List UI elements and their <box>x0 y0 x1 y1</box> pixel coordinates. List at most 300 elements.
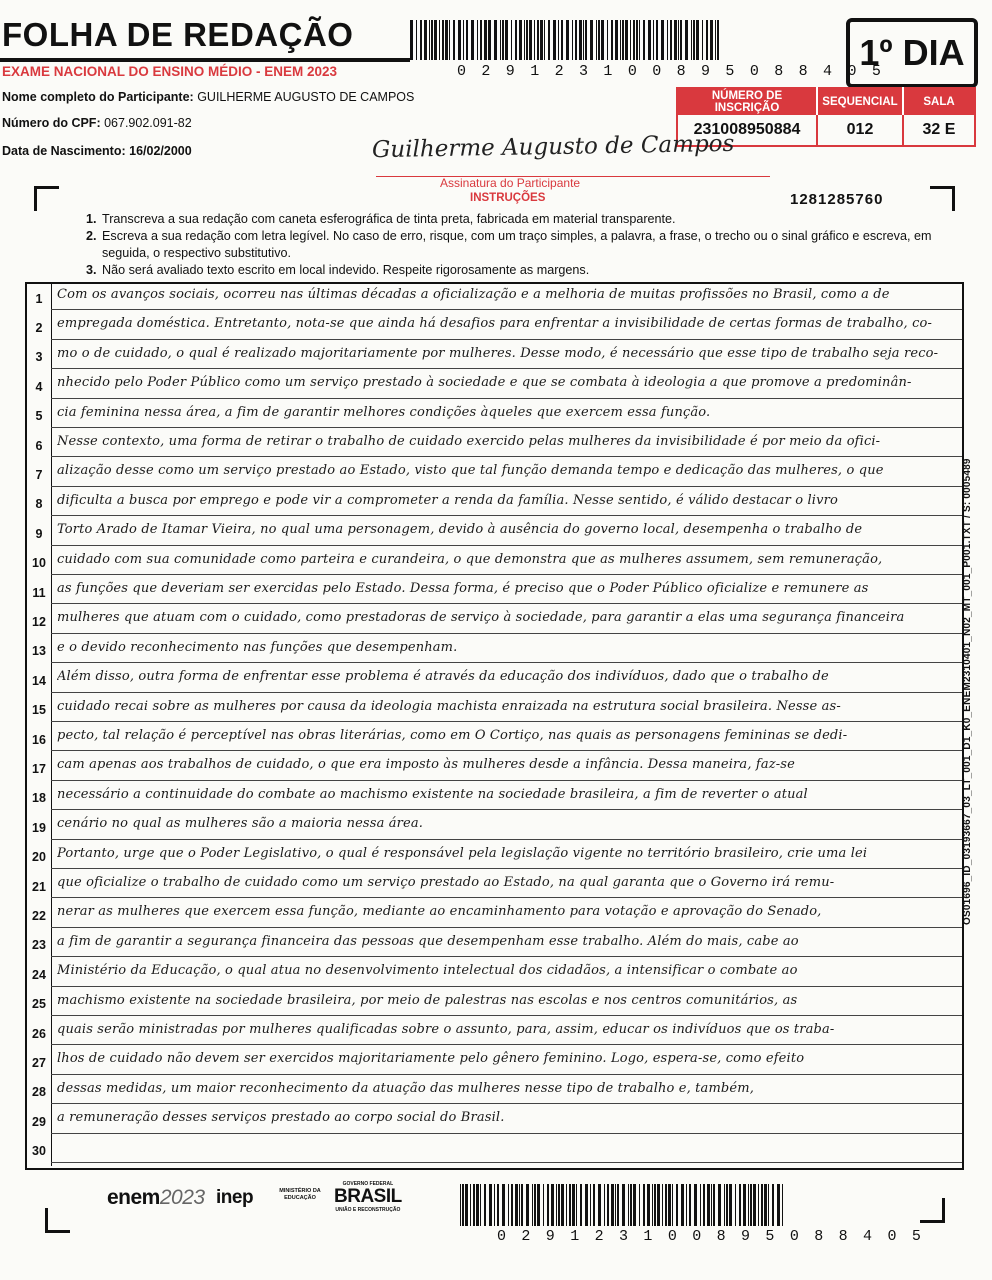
line-rule <box>51 986 962 987</box>
essay-line <box>27 901 962 930</box>
barcode-bar <box>515 1184 518 1226</box>
barcode-bar <box>724 1184 725 1226</box>
name-value: GUILHERME AUGUSTO DE CAMPOS <box>197 90 415 104</box>
handwritten-text: pecto, tal relação é perceptível nas obras literárias, como em O Cortiço, nas quais as personagens femininas se dedi- <box>57 728 848 743</box>
handwritten-text: cenário no qual as mulheres são a maioria nessa área. <box>57 816 424 832</box>
line-number: 8 <box>27 490 52 519</box>
essay-line <box>27 402 962 431</box>
room-header: SALA <box>903 88 975 115</box>
barcode-bar <box>633 1184 636 1226</box>
barcode-bar <box>480 1184 481 1226</box>
barcode-bar <box>488 20 489 60</box>
barcode-bar <box>431 20 433 60</box>
essay-line <box>27 431 962 460</box>
line-number: 25 <box>27 990 52 1019</box>
barcode-bar <box>777 1184 780 1226</box>
barcode-bar <box>526 1184 529 1226</box>
barcode-bar <box>693 20 695 60</box>
barcode-bar <box>706 20 708 60</box>
essay-line <box>27 460 962 489</box>
barcode-bar <box>615 20 618 60</box>
barcode-bar <box>590 1184 591 1226</box>
essay-line <box>27 578 962 607</box>
line-rule <box>51 515 962 516</box>
barcode-bar <box>526 20 528 60</box>
handwritten-text: mo o de cuidado, o qual é realizado majoritariamente por mulheres. Desse modo, é necessário que esse tipo de trabalho seja reco- <box>57 345 939 361</box>
participant-name <box>2 90 414 104</box>
corner-mark-bottom-left <box>45 1208 70 1233</box>
barcode-bar <box>628 1184 629 1226</box>
line-number: 17 <box>27 754 52 783</box>
barcode-bar <box>661 20 664 60</box>
line-number: 12 <box>27 607 52 636</box>
essay-sheet <box>25 282 964 1170</box>
line-number: 29 <box>27 1107 52 1136</box>
barcode-bar <box>713 1184 715 1226</box>
title-underline <box>0 58 410 62</box>
barcode-bar <box>717 20 719 60</box>
barcode-bar <box>420 20 422 60</box>
essay-line <box>27 843 962 872</box>
barcode-bar <box>585 1184 588 1226</box>
line-number: 21 <box>27 872 52 901</box>
barcode-bar <box>696 20 699 60</box>
barcode-bar <box>466 20 468 60</box>
line-rule <box>51 1133 962 1134</box>
barcode-bar <box>711 1184 712 1226</box>
handwritten-text: quais serão ministradas por mulheres qualificadas sobre o assunto, para, assim, educar os indivíduos que os traba- <box>57 1022 835 1037</box>
instructions-title: INSTRUÇÕES <box>470 192 546 204</box>
line-number: 6 <box>27 431 52 460</box>
barcode-bar <box>524 20 525 60</box>
barcode-bar <box>579 20 582 60</box>
line-rule <box>51 574 962 575</box>
barcode-bar <box>494 1184 495 1226</box>
line-rule <box>51 662 962 663</box>
barcode-bar <box>702 20 703 60</box>
handwritten-text: cuidado recai sobre as mulheres por causa da ideologia machista enraizada na estrutura social brasileira. Nesse as- <box>57 698 841 714</box>
barcode-bar <box>654 1184 656 1226</box>
essay-line <box>27 549 962 578</box>
instruction-item: 3. Não será avaliado texto escrito em local indevido. Respeite rigorosamente as margens. <box>86 263 590 277</box>
handwritten-text: Torto Arado de Itamar Vieira, no qual uma personagem, devido à ausência do governo local, desempenha o trabalho de <box>57 522 863 538</box>
barcode-bar <box>715 20 716 60</box>
barcode-bar <box>548 20 550 60</box>
barcode-bar <box>534 1184 536 1226</box>
line-number: 14 <box>27 666 52 695</box>
handwritten-text: empregada doméstica. Entretanto, nota-se que ainda há desafios para enfrentar a invisibilidade de certas formas de trabalho, co- <box>57 316 933 332</box>
essay-line <box>27 637 962 666</box>
barcode-bar <box>748 1184 749 1226</box>
barcode-bar <box>473 1184 475 1226</box>
barcode-bar <box>758 1184 759 1226</box>
handwritten-text: cam apenas aos trabalhos de cuidado, o que era imposto às mulheres desde a infância. Dessa maneira, faz-se <box>57 757 795 773</box>
line-number: 7 <box>27 460 52 489</box>
barcode-bar <box>465 1184 468 1226</box>
handwritten-text: que oficialize o trabalho de cuidado como um serviço prestado ao Estado, na qual garanta que o Governo irá remu- <box>57 875 835 890</box>
essay-line <box>27 1107 962 1136</box>
corner-mark-top-left <box>34 186 59 211</box>
barcode-bar <box>668 1184 671 1226</box>
line-rule <box>51 809 962 810</box>
essay-line <box>27 754 962 783</box>
essay-line <box>27 725 962 754</box>
barcode-bar <box>537 1184 540 1226</box>
barcode-bar <box>458 20 461 60</box>
essay-line <box>27 1137 962 1166</box>
barcode-bar <box>537 20 539 60</box>
line-rule <box>51 486 962 487</box>
birth-label: Data de Nascimento: <box>2 144 126 158</box>
barcode-bar <box>561 1184 564 1226</box>
essay-line <box>27 696 962 725</box>
line-number: 5 <box>27 402 52 431</box>
barcode-bar <box>652 1184 653 1226</box>
barcode-bar <box>561 20 563 60</box>
sheet-code: 1281285760 <box>790 191 884 208</box>
barcode-bar <box>630 1184 632 1226</box>
line-rule <box>51 692 962 693</box>
essay-line <box>27 1078 962 1107</box>
barcode-bar <box>558 20 559 60</box>
line-number: 9 <box>27 519 52 548</box>
barcode-bar <box>633 20 635 60</box>
barcode-bar <box>477 20 478 60</box>
barcode-bar <box>593 1184 595 1226</box>
barcode-bar <box>439 20 440 60</box>
essay-line <box>27 343 962 372</box>
barcode-bar <box>707 1184 710 1226</box>
line-rule <box>51 868 962 869</box>
barcode-bar <box>639 20 640 60</box>
barcode-bar <box>686 1184 687 1226</box>
barcode-bar <box>553 20 556 60</box>
barcode-bar <box>753 1184 756 1226</box>
barcode-bar <box>735 1184 736 1226</box>
line-number: 23 <box>27 931 52 960</box>
barcode-bar <box>453 20 455 60</box>
handwritten-text: Com os avanços sociais, ocorreu nas últimas décadas a oficialização e a melhoria de muitas profissões no Brasil, como a de <box>57 287 890 302</box>
barcode-bar <box>449 20 450 60</box>
barcode-bar <box>662 1184 663 1226</box>
barcode-bar <box>601 20 604 60</box>
barcode-bar <box>615 1184 616 1226</box>
handwritten-text: dificulta a busca por emprego e pode vir a comprometer a renda da família. Nesse sentido, é válido destacar o livro <box>57 492 838 508</box>
barcode-bar <box>617 1184 619 1226</box>
barcode-bar <box>511 1184 513 1226</box>
line-rule <box>51 1162 962 1163</box>
barcode-bar <box>551 1184 554 1226</box>
handwritten-text: as funções que deveriam ser exercidas pelo Estado. Dessa forma, é preciso que o Poder Público oficialize e remunere as <box>57 581 869 596</box>
barcode-bar <box>768 1184 769 1226</box>
handwritten-text: Além disso, outra forma de enfrentar esse problema é através da educação dos indivíduos, dado que o trabalho de <box>57 669 829 685</box>
barcode-bar <box>700 1184 701 1226</box>
line-rule <box>51 1074 962 1075</box>
top-barcode-number: 0 2 9 1 2 3 1 0 0 8 9 5 0 8 8 4 0 5 <box>457 63 885 80</box>
barcode-bar <box>476 1184 479 1226</box>
sequence-number: 012 <box>817 115 903 146</box>
sequence-header: SEQUENCIAL <box>817 88 903 115</box>
line-rule <box>51 398 962 399</box>
line-rule <box>51 1015 962 1016</box>
line-rule <box>51 339 962 340</box>
day-badge: 1º DIA <box>846 18 978 88</box>
essay-line <box>27 666 962 695</box>
handwritten-text: cuidado com sua comunidade como parteira e curandeira, o que demonstra que as mulheres assumem, sem remuneração, <box>57 551 883 567</box>
line-number: 3 <box>27 343 52 372</box>
participant-cpf <box>2 116 192 130</box>
gov-brasil-logo: GOVERNO FEDERAL BRASIL UNIÃO E RECONSTRUÇÃO <box>334 1181 402 1213</box>
barcode-bar <box>674 20 677 60</box>
barcode-bar <box>761 1184 763 1226</box>
essay-line <box>27 607 962 636</box>
barcode-bar <box>622 1184 625 1226</box>
barcode-bar <box>434 20 437 60</box>
barcode-bar <box>484 20 487 60</box>
barcode-bar <box>463 20 464 60</box>
line-rule <box>51 309 962 310</box>
barcode-bar <box>505 20 508 60</box>
barcode-bar <box>442 20 444 60</box>
barcode-bar <box>622 20 624 60</box>
barcode-bar <box>636 20 639 60</box>
room-number: 32 E <box>903 115 975 146</box>
barcode-bar <box>750 1184 752 1226</box>
line-number: 4 <box>27 372 52 401</box>
barcode-bar <box>611 20 613 60</box>
essay-line <box>27 490 962 519</box>
exam-subtitle: EXAME NACIONAL DO ENSINO MÉDIO - ENEM 2023 <box>2 64 338 79</box>
instructions-list <box>86 211 946 279</box>
line-rule <box>51 721 962 722</box>
line-rule <box>51 956 962 957</box>
barcode-bar <box>502 1184 505 1226</box>
enem-logo: enem2023 <box>107 1186 205 1209</box>
handwritten-text: mulheres que atuam com o cuidado, como prestadoras de serviço à sociedade, para garantir a elas uma segurança financeira <box>57 610 905 626</box>
barcode-bar <box>494 20 497 60</box>
line-rule <box>51 456 962 457</box>
corner-mark-bottom-right <box>920 1198 945 1223</box>
line-rule <box>51 427 962 428</box>
barcode-bar <box>643 20 645 60</box>
line-number: 22 <box>27 901 52 930</box>
handwritten-text: Ministério da Educação, o qual atua no desenvolvimento intelectual dos cidadãos, a intensificar o combate ao <box>57 963 798 979</box>
participant-signature: Guilherme Augusto de Campos <box>371 130 735 164</box>
barcode-bar <box>462 1184 464 1226</box>
barcode-bar <box>625 20 628 60</box>
essay-line <box>27 872 962 901</box>
name-label: Nome completo do Participante: <box>2 90 194 104</box>
line-rule <box>51 750 962 751</box>
top-barcode <box>410 20 720 60</box>
line-number: 13 <box>27 637 52 666</box>
essay-line <box>27 1048 962 1077</box>
bottom-barcode <box>460 1184 790 1226</box>
barcode-bar <box>718 1184 721 1226</box>
barcode-bar <box>680 20 682 60</box>
instruction-item: 2. Escreva a sua redação com letra legível. No caso de erro, risque, com um traço simples, a palavra, a frase, o trecho ou o sinal gráfico e escreva, em seguida, o respectivo substitutivo. <box>86 229 932 260</box>
barcode-bar <box>685 20 688 60</box>
barcode-bar <box>497 1184 499 1226</box>
barcode-bar <box>604 1184 605 1226</box>
line-number: 10 <box>27 549 52 578</box>
barcode-bar <box>782 1184 783 1226</box>
barcode-bar <box>556 1184 557 1226</box>
barcode-bar <box>502 20 504 60</box>
handwritten-text: a fim de garantir a segurança financeira das pessoas que desempenham esse trabalho. Além do mais, cabe ao <box>57 933 799 949</box>
handwritten-text: a remuneração desses serviços prestado ao corpo social do Brasil. <box>57 1110 505 1126</box>
cpf-label: Número do CPF: <box>2 116 101 130</box>
barcode-bar <box>772 1184 774 1226</box>
barcode-bar <box>672 1184 673 1226</box>
barcode-bar <box>470 1184 471 1226</box>
barcode-bar <box>676 1184 678 1226</box>
line-number: 16 <box>27 725 52 754</box>
line-rule <box>51 1044 962 1045</box>
line-rule <box>51 368 962 369</box>
barcode-bar <box>519 1184 520 1226</box>
barcode-bar <box>489 20 491 60</box>
line-number: 2 <box>27 313 52 342</box>
barcode-bar <box>620 20 621 60</box>
barcode-bar <box>596 20 597 60</box>
barcode-bar <box>519 20 522 60</box>
barcode-bar <box>480 20 482 60</box>
line-rule <box>51 780 962 781</box>
line-rule <box>51 633 962 634</box>
line-number: 24 <box>27 960 52 989</box>
line-number: 15 <box>27 696 52 725</box>
line-rule <box>51 927 962 928</box>
corner-mark-top-right <box>930 186 955 211</box>
barcode-bar <box>643 1184 645 1226</box>
line-number: 27 <box>27 1048 52 1077</box>
barcode-bar <box>665 1184 667 1226</box>
handwritten-text: Portanto, urge que o Poder Legislativo, o qual é responsável pela legislação vigente no território brasileiro, crie uma lei <box>57 845 868 861</box>
barcode-bar <box>508 1184 509 1226</box>
signature-label: Assinatura do Participante <box>440 176 581 190</box>
barcode-bar <box>534 20 535 60</box>
inep-logo: inep <box>216 1187 254 1208</box>
line-number: 1 <box>27 284 52 313</box>
line-rule <box>51 603 962 604</box>
barcode-bar <box>429 20 430 60</box>
essay-line <box>27 284 962 313</box>
barcode-bar <box>471 20 474 60</box>
barcode-bar <box>566 20 569 60</box>
barcode-bar <box>694 1184 697 1226</box>
barcode-bar <box>460 1184 461 1226</box>
line-number: 18 <box>27 784 52 813</box>
registration-number: 231008950884 <box>693 121 801 138</box>
essay-line <box>27 313 962 342</box>
line-number: 26 <box>27 1019 52 1048</box>
barcode-bar <box>590 20 593 60</box>
barcode-bar <box>726 1184 728 1226</box>
essay-line <box>27 990 962 1019</box>
barcode-bar <box>630 20 631 60</box>
handwritten-text: lhos de cuidado não devem ser exercidos majoritariamente pelo gênero feminino. Logo, espera-se, como efeito <box>57 1051 805 1067</box>
essay-line <box>27 372 962 401</box>
line-number: 19 <box>27 813 52 842</box>
barcode-bar <box>653 20 654 60</box>
barcode-bar <box>566 1184 567 1226</box>
page-title: FOLHA DE REDAÇÃO <box>2 16 354 53</box>
line-number: 28 <box>27 1078 52 1107</box>
instruction-item: 1. Transcreva a sua redação com caneta esferográfica de tinta preta, fabricada em material transparente. <box>86 212 676 226</box>
participant-birth <box>2 144 192 158</box>
barcode-bar <box>547 1184 549 1226</box>
line-number: 30 <box>27 1137 52 1166</box>
barcode-bar <box>416 20 417 60</box>
barcode-bar <box>572 1184 575 1226</box>
essay-line <box>27 519 962 548</box>
barcode-bar <box>532 1184 533 1226</box>
essay-line <box>27 960 962 989</box>
registration-header: NÚMERO DE INSCRIÇÃO <box>677 88 817 115</box>
bottom-barcode-number: 0 2 9 1 2 3 1 0 0 8 9 5 0 8 8 4 0 5 <box>497 1228 925 1245</box>
handwritten-text: e o devido reconhecimento nas funções que desempenham. <box>57 639 458 655</box>
barcode-bar <box>583 20 584 60</box>
barcode-bar <box>647 1184 650 1226</box>
barcode-bar <box>572 20 573 60</box>
line-number: 20 <box>27 843 52 872</box>
barcode-bar <box>598 20 600 60</box>
barcode-bar <box>607 20 608 60</box>
barcode-bar <box>529 20 532 60</box>
barcode-bar <box>424 20 427 60</box>
handwritten-text: nerar as mulheres que exercem essa função, mediante ao encaminhamento para votação e aprovação do Senado, <box>57 904 822 920</box>
barcode-bar <box>743 1184 746 1226</box>
ministry-logo: MINISTÉRIO DA EDUCAÇÃO <box>279 1188 321 1201</box>
barcode-bar <box>703 1184 705 1226</box>
barcode-bar <box>515 20 517 60</box>
barcode-bar <box>598 1184 601 1226</box>
line-rule <box>51 1103 962 1104</box>
barcode-bar <box>764 1184 767 1226</box>
barcode-bar <box>540 20 543 60</box>
barcode-bar <box>639 1184 640 1226</box>
barcode-bar <box>544 20 545 60</box>
handwritten-text: alização desse como um serviço prestado ao Estado, visto que tal função demanda tempo e dedicação das mulheres, o que <box>57 463 884 479</box>
barcode-bar <box>689 1184 691 1226</box>
handwritten-text: Nesse contexto, uma forma de retirar o trabalho de cuidado exercido pelas mulheres da invisibilidade é por meio da ofici- <box>57 434 881 449</box>
barcode-bar <box>710 20 713 60</box>
barcode-bar <box>558 1184 560 1226</box>
cpf-value: 067.902.091-82 <box>104 116 192 130</box>
barcode-bar <box>575 20 577 60</box>
line-rule <box>51 839 962 840</box>
barcode-bar <box>576 1184 577 1226</box>
handwritten-text: dessas medidas, um maior reconhecimento da atuação das mulheres nesse tipo de trabalho e, também, <box>57 1080 755 1096</box>
barcode-bar <box>484 1184 486 1226</box>
barcode-bar <box>521 1184 523 1226</box>
barcode-bar <box>681 1184 684 1226</box>
barcode-bar <box>667 20 668 60</box>
barcode-bar <box>500 20 501 60</box>
barcode-bar <box>489 1184 492 1226</box>
side-file-code: OS01696_ID_03193667_03_LT_001_D1_K0_ENEM2310401_N02_MT_001_P001.TXT / S: 0005489 <box>962 458 973 925</box>
barcode-bar <box>678 20 679 60</box>
barcode-bar <box>580 1184 582 1226</box>
barcode-bar <box>729 1184 732 1226</box>
essay-line <box>27 1019 962 1048</box>
barcode-bar <box>691 20 692 60</box>
barcode-bar <box>511 20 512 60</box>
handwritten-text: cia feminina nessa área, a fim de garantir melhores condições àqueles que exercem essa função. <box>57 404 711 420</box>
barcode-bar <box>585 20 587 60</box>
barcode-bar <box>656 20 658 60</box>
